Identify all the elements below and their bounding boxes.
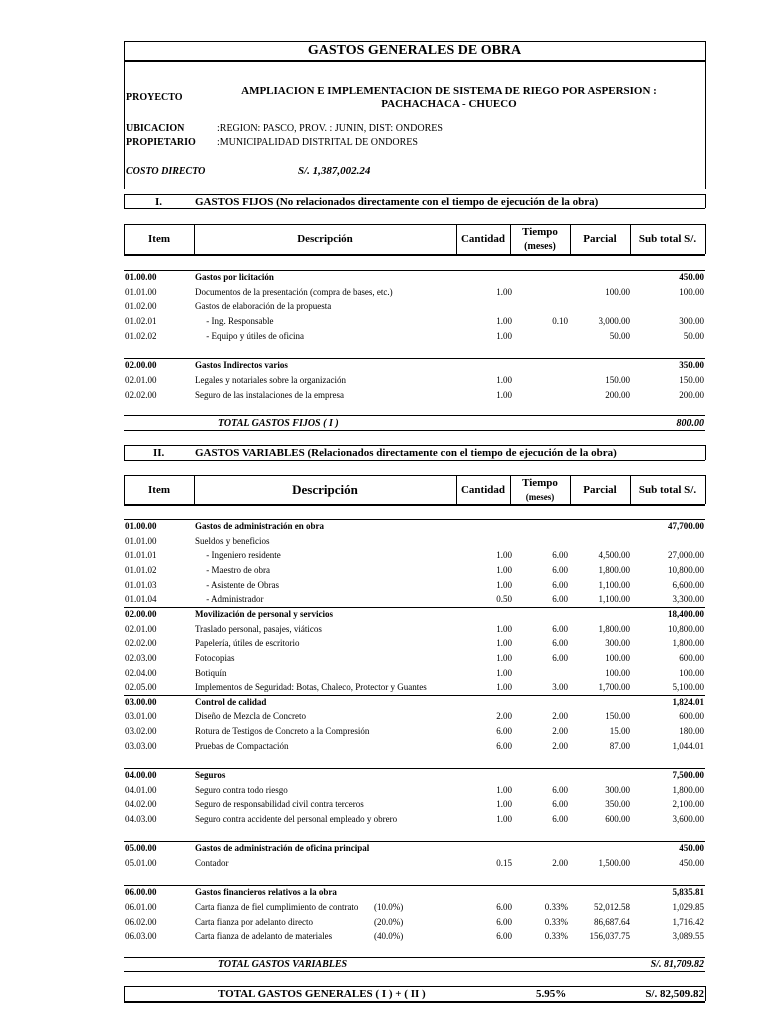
- cell-descripcion: Seguro contra todo riesgo: [195, 784, 288, 795]
- total-fijos-label: TOTAL GASTOS FIJOS ( I ): [218, 418, 339, 429]
- ubicacion-value: :REGION: PASCO, PROV. : JUNIN, DIST: ONDORES: [217, 123, 443, 134]
- cell-tiempo: 6.00: [552, 594, 568, 605]
- cell-cantidad: 1.00: [496, 330, 512, 341]
- cell-tiempo: 6.00: [552, 550, 568, 561]
- cell-item: 02.02.00: [125, 638, 157, 649]
- cell-subtotal: 100.00: [679, 667, 704, 678]
- cell-item: 01.01.00: [125, 535, 157, 546]
- cell-descripcion: Sueldos y beneficios: [195, 535, 270, 546]
- section-fijos-number: I.: [155, 196, 163, 208]
- cell-cantidad: 2.00: [496, 711, 512, 722]
- proyecto-line2: PACHACHACA - CHUECO: [381, 98, 517, 110]
- cell-cantidad: 6.00: [496, 931, 512, 942]
- cell-subtotal: 100.00: [679, 286, 704, 297]
- col-cantidad: Cantidad: [460, 233, 506, 245]
- page-title: GASTOS GENERALES DE OBRA: [307, 43, 522, 58]
- cell-subtotal: 180.00: [679, 726, 704, 737]
- group-divider: [124, 695, 705, 696]
- cell-descripcion: Traslado personal, pasajes, viáticos: [195, 623, 322, 634]
- cell-cantidad: 1.00: [496, 652, 512, 663]
- cell-descripcion: Legales y notariales sobre la organización: [195, 374, 347, 385]
- cell-item: 02.05.00: [125, 682, 157, 693]
- cell-tiempo: 6.00: [552, 638, 568, 649]
- cell-subtotal: 2,100.00: [672, 799, 704, 810]
- cell-item: 06.02.00: [125, 916, 157, 927]
- cell-item: 01.02.01: [125, 316, 157, 327]
- cell-item: 02.03.00: [125, 652, 157, 663]
- col-tiempo-unit: (meses): [525, 492, 555, 502]
- proyecto-line1: AMPLIACION E IMPLEMENTACION DE SISTEMA DE RIEGO POR ASPERSION :: [241, 85, 657, 97]
- col-descripcion: Descripción: [297, 233, 353, 245]
- col-item: Item: [148, 484, 170, 496]
- cell-descripcion: Seguros: [195, 770, 226, 781]
- cell-descripcion: Gastos por licitación: [195, 272, 274, 282]
- cell-item: 02.04.00: [125, 667, 157, 678]
- cell-item: 02.00.00: [125, 608, 157, 619]
- cell-item: 03.03.00: [125, 740, 157, 751]
- group-divider: [124, 270, 705, 271]
- cell-cantidad: 0.15: [496, 857, 512, 868]
- cell-descripcion: Gastos de administración de oficina principal: [195, 843, 370, 854]
- cell-descripcion: Contador: [195, 857, 229, 868]
- cell-descripcion: Gastos de administración en obra: [195, 521, 325, 531]
- cell-cantidad: 1.00: [496, 638, 512, 649]
- cell-tiempo: 0.33%: [544, 931, 568, 942]
- cell-parcial: 150.00: [605, 711, 630, 722]
- cell-subtotal: 6,600.00: [672, 579, 704, 590]
- grand-total-value: S/. 82,509.82: [645, 988, 704, 1000]
- cell-tiempo: 6.00: [552, 799, 568, 810]
- cell-cantidad: 0.50: [496, 594, 512, 605]
- cell-cantidad: 6.00: [496, 916, 512, 927]
- cell-descripcion: Gastos Indirectos varios: [195, 360, 288, 371]
- cell-tiempo: 2.00: [552, 726, 568, 737]
- cell-subtotal: 450.00: [679, 272, 704, 282]
- total-variables-label: TOTAL GASTOS VARIABLES: [218, 959, 348, 970]
- cell-subtotal: 47,700.00: [668, 521, 704, 531]
- propietario-label: PROPIETARIO: [126, 137, 196, 148]
- cell-item: 01.00.00: [125, 272, 157, 282]
- group-divider: [124, 607, 705, 608]
- section-variables-number: II.: [153, 447, 165, 459]
- cell-subtotal: 450.00: [679, 843, 704, 854]
- cell-tiempo: 6.00: [552, 564, 568, 575]
- col-tiempo: Tiempo: [522, 226, 558, 238]
- cell-parcial: 86,687.64: [594, 916, 630, 927]
- cell-porcentaje: (40.0%): [374, 931, 404, 942]
- cell-item: 04.02.00: [125, 799, 157, 810]
- col-subtotal: Sub total S/.: [638, 233, 697, 245]
- cell-parcial: 156,037.75: [589, 931, 630, 942]
- cell-porcentaje: (10.0%): [374, 901, 404, 912]
- cell-item: 01.01.02: [125, 564, 157, 575]
- cell-descripcion: Carta fianza de adelanto de materiales: [195, 931, 333, 942]
- cell-item: 01.01.04: [125, 594, 157, 605]
- cell-item: 06.03.00: [125, 931, 157, 942]
- cell-cantidad: 6.00: [496, 901, 512, 912]
- cell-tiempo: 2.00: [552, 711, 568, 722]
- cell-parcial: 150.00: [605, 374, 630, 385]
- cell-parcial: 300.00: [605, 784, 630, 795]
- cell-cantidad: 1.00: [496, 784, 512, 795]
- cell-parcial: 87.00: [609, 740, 630, 751]
- cell-item: 02.00.00: [125, 360, 157, 371]
- cell-item: 03.02.00: [125, 726, 157, 737]
- costo-directo-value: S/. 1,387,002.24: [298, 165, 371, 177]
- cell-cantidad: 1.00: [496, 814, 512, 824]
- cell-parcial: 1,500.00: [598, 857, 630, 868]
- cell-descripcion: Documentos de la presentación (compra de bases, etc.): [195, 286, 393, 297]
- cell-item: 03.00.00: [125, 696, 157, 707]
- section-variables-title: GASTOS VARIABLES (Relacionados directamente con el tiempo de ejecución de la obra): [195, 447, 617, 459]
- cell-porcentaje: (20.0%): [374, 916, 404, 927]
- cell-descripcion: Control de calidad: [195, 696, 267, 707]
- cell-subtotal: 450.00: [679, 857, 704, 868]
- cell-parcial: 1,100.00: [598, 579, 630, 590]
- cell-tiempo: 0.10: [552, 316, 568, 327]
- cell-descripcion: Fotocopias: [195, 652, 235, 663]
- cell-cantidad: 1.00: [496, 799, 512, 810]
- cell-cantidad: 1.00: [496, 682, 512, 693]
- cell-descripcion: Seguro de responsabilidad civil contra terceros: [195, 799, 364, 810]
- cell-subtotal: 1,029.85: [672, 901, 704, 912]
- col-tiempo: Tiempo: [522, 477, 558, 489]
- col-item: Item: [148, 233, 170, 245]
- cell-cantidad: 1.00: [496, 623, 512, 634]
- col-tiempo-unit: (meses): [524, 241, 556, 252]
- cell-parcial: 3,000.00: [598, 316, 630, 327]
- cell-parcial: 100.00: [605, 667, 630, 678]
- cell-tiempo: 6.00: [552, 784, 568, 795]
- cell-item: 01.02.02: [125, 330, 157, 341]
- cell-subtotal: 200.00: [679, 389, 704, 400]
- cell-descripcion: - Ingeniero residente: [195, 550, 281, 561]
- cell-subtotal: 1,800.00: [672, 638, 704, 649]
- cell-subtotal: 600.00: [679, 711, 704, 722]
- cell-subtotal: 3,600.00: [672, 814, 704, 824]
- propietario-value: :MUNICIPALIDAD DISTRITAL DE ONDORES: [217, 137, 418, 148]
- cell-parcial: 200.00: [605, 389, 630, 400]
- col-descripcion: Descripción: [292, 482, 358, 497]
- cell-tiempo: 0.33%: [544, 901, 568, 912]
- cell-subtotal: 1,824.01: [672, 696, 704, 707]
- col-cantidad: Cantidad: [460, 484, 506, 496]
- cell-subtotal: 5,835.81: [672, 887, 704, 898]
- cell-subtotal: 18,400.00: [668, 608, 704, 619]
- cell-descripcion: Papelería, útiles de escritorio: [195, 638, 300, 649]
- cell-descripcion: - Ing. Responsable: [195, 316, 274, 327]
- cell-cantidad: 1.00: [496, 579, 512, 590]
- cell-descripcion: Seguro de las instalaciones de la empresa: [195, 389, 344, 400]
- col-parcial: Parcial: [583, 484, 617, 496]
- cell-item: 03.01.00: [125, 711, 157, 722]
- cell-parcial: 1,700.00: [598, 682, 630, 693]
- proyecto-label: PROYECTO: [126, 92, 183, 103]
- costo-directo-label: COSTO DIRECTO: [126, 166, 206, 177]
- group-divider: [124, 358, 705, 359]
- cell-cantidad: 6.00: [496, 726, 512, 737]
- cell-subtotal: 50.00: [683, 330, 704, 341]
- cell-parcial: 4,500.00: [598, 550, 630, 561]
- cell-tiempo: 6.00: [552, 579, 568, 590]
- cell-subtotal: 3,300.00: [672, 594, 704, 605]
- cell-parcial: 52,012.58: [594, 901, 630, 912]
- cell-item: 02.01.00: [125, 623, 157, 634]
- cell-subtotal: 350.00: [679, 360, 704, 371]
- cell-subtotal: 1,800.00: [672, 784, 704, 795]
- cell-subtotal: 5,100.00: [672, 682, 704, 693]
- cell-item: 05.01.00: [125, 857, 157, 868]
- group-divider: [124, 768, 705, 769]
- cell-descripcion: Movilización de personal y servicios: [195, 608, 333, 619]
- grand-total-label: TOTAL GASTOS GENERALES ( I ) + ( II ): [218, 988, 426, 1000]
- cell-parcial: 350.00: [605, 799, 630, 810]
- cell-descripcion: Botiquín: [195, 667, 227, 678]
- cell-tiempo: 6.00: [552, 814, 568, 824]
- cell-parcial: 100.00: [605, 286, 630, 297]
- cell-cantidad: 1.00: [496, 374, 512, 385]
- group-divider: [124, 885, 705, 886]
- cell-item: 02.01.00: [125, 374, 157, 385]
- cell-subtotal: 27,000.00: [668, 550, 704, 561]
- cell-descripcion: Gastos de elaboración de la propuesta: [195, 301, 332, 312]
- cell-tiempo: 3.00: [552, 682, 568, 693]
- col-subtotal: Sub total S/.: [638, 484, 697, 496]
- cell-parcial: 100.00: [605, 652, 630, 663]
- cell-item: 06.01.00: [125, 901, 157, 912]
- cell-descripcion: Carta fianza de fiel cumplimiento de contrato: [195, 901, 359, 912]
- grand-total-percent: 5.95%: [536, 988, 567, 1000]
- cell-cantidad: 1.00: [496, 564, 512, 575]
- cell-item: 01.01.01: [125, 550, 157, 561]
- cell-descripcion: - Maestro de obra: [195, 564, 270, 575]
- cell-subtotal: 300.00: [679, 316, 704, 327]
- cell-descripcion: - Asistente de Obras: [195, 579, 279, 590]
- cell-subtotal: 1,716.42: [672, 916, 704, 927]
- cell-descripcion: Gastos financieros relativos a la obra: [195, 887, 337, 898]
- group-divider: [124, 519, 705, 520]
- total-fijos-value: 800.00: [676, 418, 704, 429]
- cell-parcial: 50.00: [609, 330, 630, 341]
- cell-subtotal: 7,500.00: [672, 770, 704, 781]
- cell-tiempo: 2.00: [552, 857, 568, 868]
- cell-subtotal: 10,800.00: [668, 623, 704, 634]
- total-variables-value: S/. 81,709.82: [650, 959, 704, 970]
- cell-tiempo: 6.00: [552, 623, 568, 634]
- cell-subtotal: 10,800.00: [668, 564, 704, 575]
- cell-item: 01.00.00: [125, 521, 157, 531]
- cell-subtotal: 3,089.55: [672, 931, 704, 942]
- cell-item: 01.01.00: [125, 286, 157, 297]
- cell-parcial: 15.00: [609, 726, 630, 737]
- cell-cantidad: 1.00: [496, 667, 512, 678]
- col-parcial: Parcial: [583, 233, 617, 245]
- cell-subtotal: 600.00: [679, 652, 704, 663]
- cell-item: 04.03.00: [125, 814, 157, 824]
- cell-tiempo: 0.33%: [544, 916, 568, 927]
- cell-subtotal: 1,044.01: [672, 740, 704, 751]
- cell-item: 04.00.00: [125, 770, 157, 781]
- cell-item: 06.00.00: [125, 887, 157, 898]
- cell-descripcion: Diseño de Mezcla de Concreto: [195, 711, 306, 722]
- cell-parcial: 1,100.00: [598, 594, 630, 605]
- group-divider: [124, 841, 705, 842]
- cell-descripcion: - Equipo y útiles de oficina: [195, 330, 304, 341]
- cell-cantidad: 1.00: [496, 389, 512, 400]
- cell-tiempo: 2.00: [552, 740, 568, 751]
- cell-parcial: 600.00: [605, 814, 630, 824]
- cell-descripcion: Pruebas de Compactación: [195, 740, 289, 751]
- cell-cantidad: 6.00: [496, 740, 512, 751]
- cell-parcial: 1,800.00: [598, 564, 630, 575]
- cell-descripcion: Implementos de Seguridad: Botas, Chaleco, Protector y Guantes: [195, 682, 427, 693]
- cell-descripcion: Carta fianza por adelanto directo: [195, 916, 313, 927]
- cell-cantidad: 1.00: [496, 550, 512, 561]
- section-fijos-title: GASTOS FIJOS (No relacionados directamente con el tiempo de ejecución de la obra): [195, 196, 599, 208]
- cell-descripcion: Seguro contra accidente del personal empleado y obrero: [195, 814, 398, 824]
- cell-subtotal: 150.00: [679, 374, 704, 385]
- cell-parcial: 300.00: [605, 638, 630, 649]
- cell-descripcion: - Administrador: [195, 594, 264, 605]
- cell-cantidad: 1.00: [496, 316, 512, 327]
- cell-item: 02.02.00: [125, 389, 157, 400]
- cell-item: 01.01.03: [125, 579, 157, 590]
- ubicacion-label: UBICACION: [126, 123, 185, 134]
- cell-tiempo: 6.00: [552, 652, 568, 663]
- cell-item: 05.00.00: [125, 843, 157, 854]
- cell-cantidad: 1.00: [496, 286, 512, 297]
- cell-parcial: 1,800.00: [598, 623, 630, 634]
- cell-descripcion: Rotura de Testigos de Concreto a la Compresión: [195, 726, 370, 737]
- cell-item: 01.02.00: [125, 301, 157, 312]
- cell-item: 04.01.00: [125, 784, 157, 795]
